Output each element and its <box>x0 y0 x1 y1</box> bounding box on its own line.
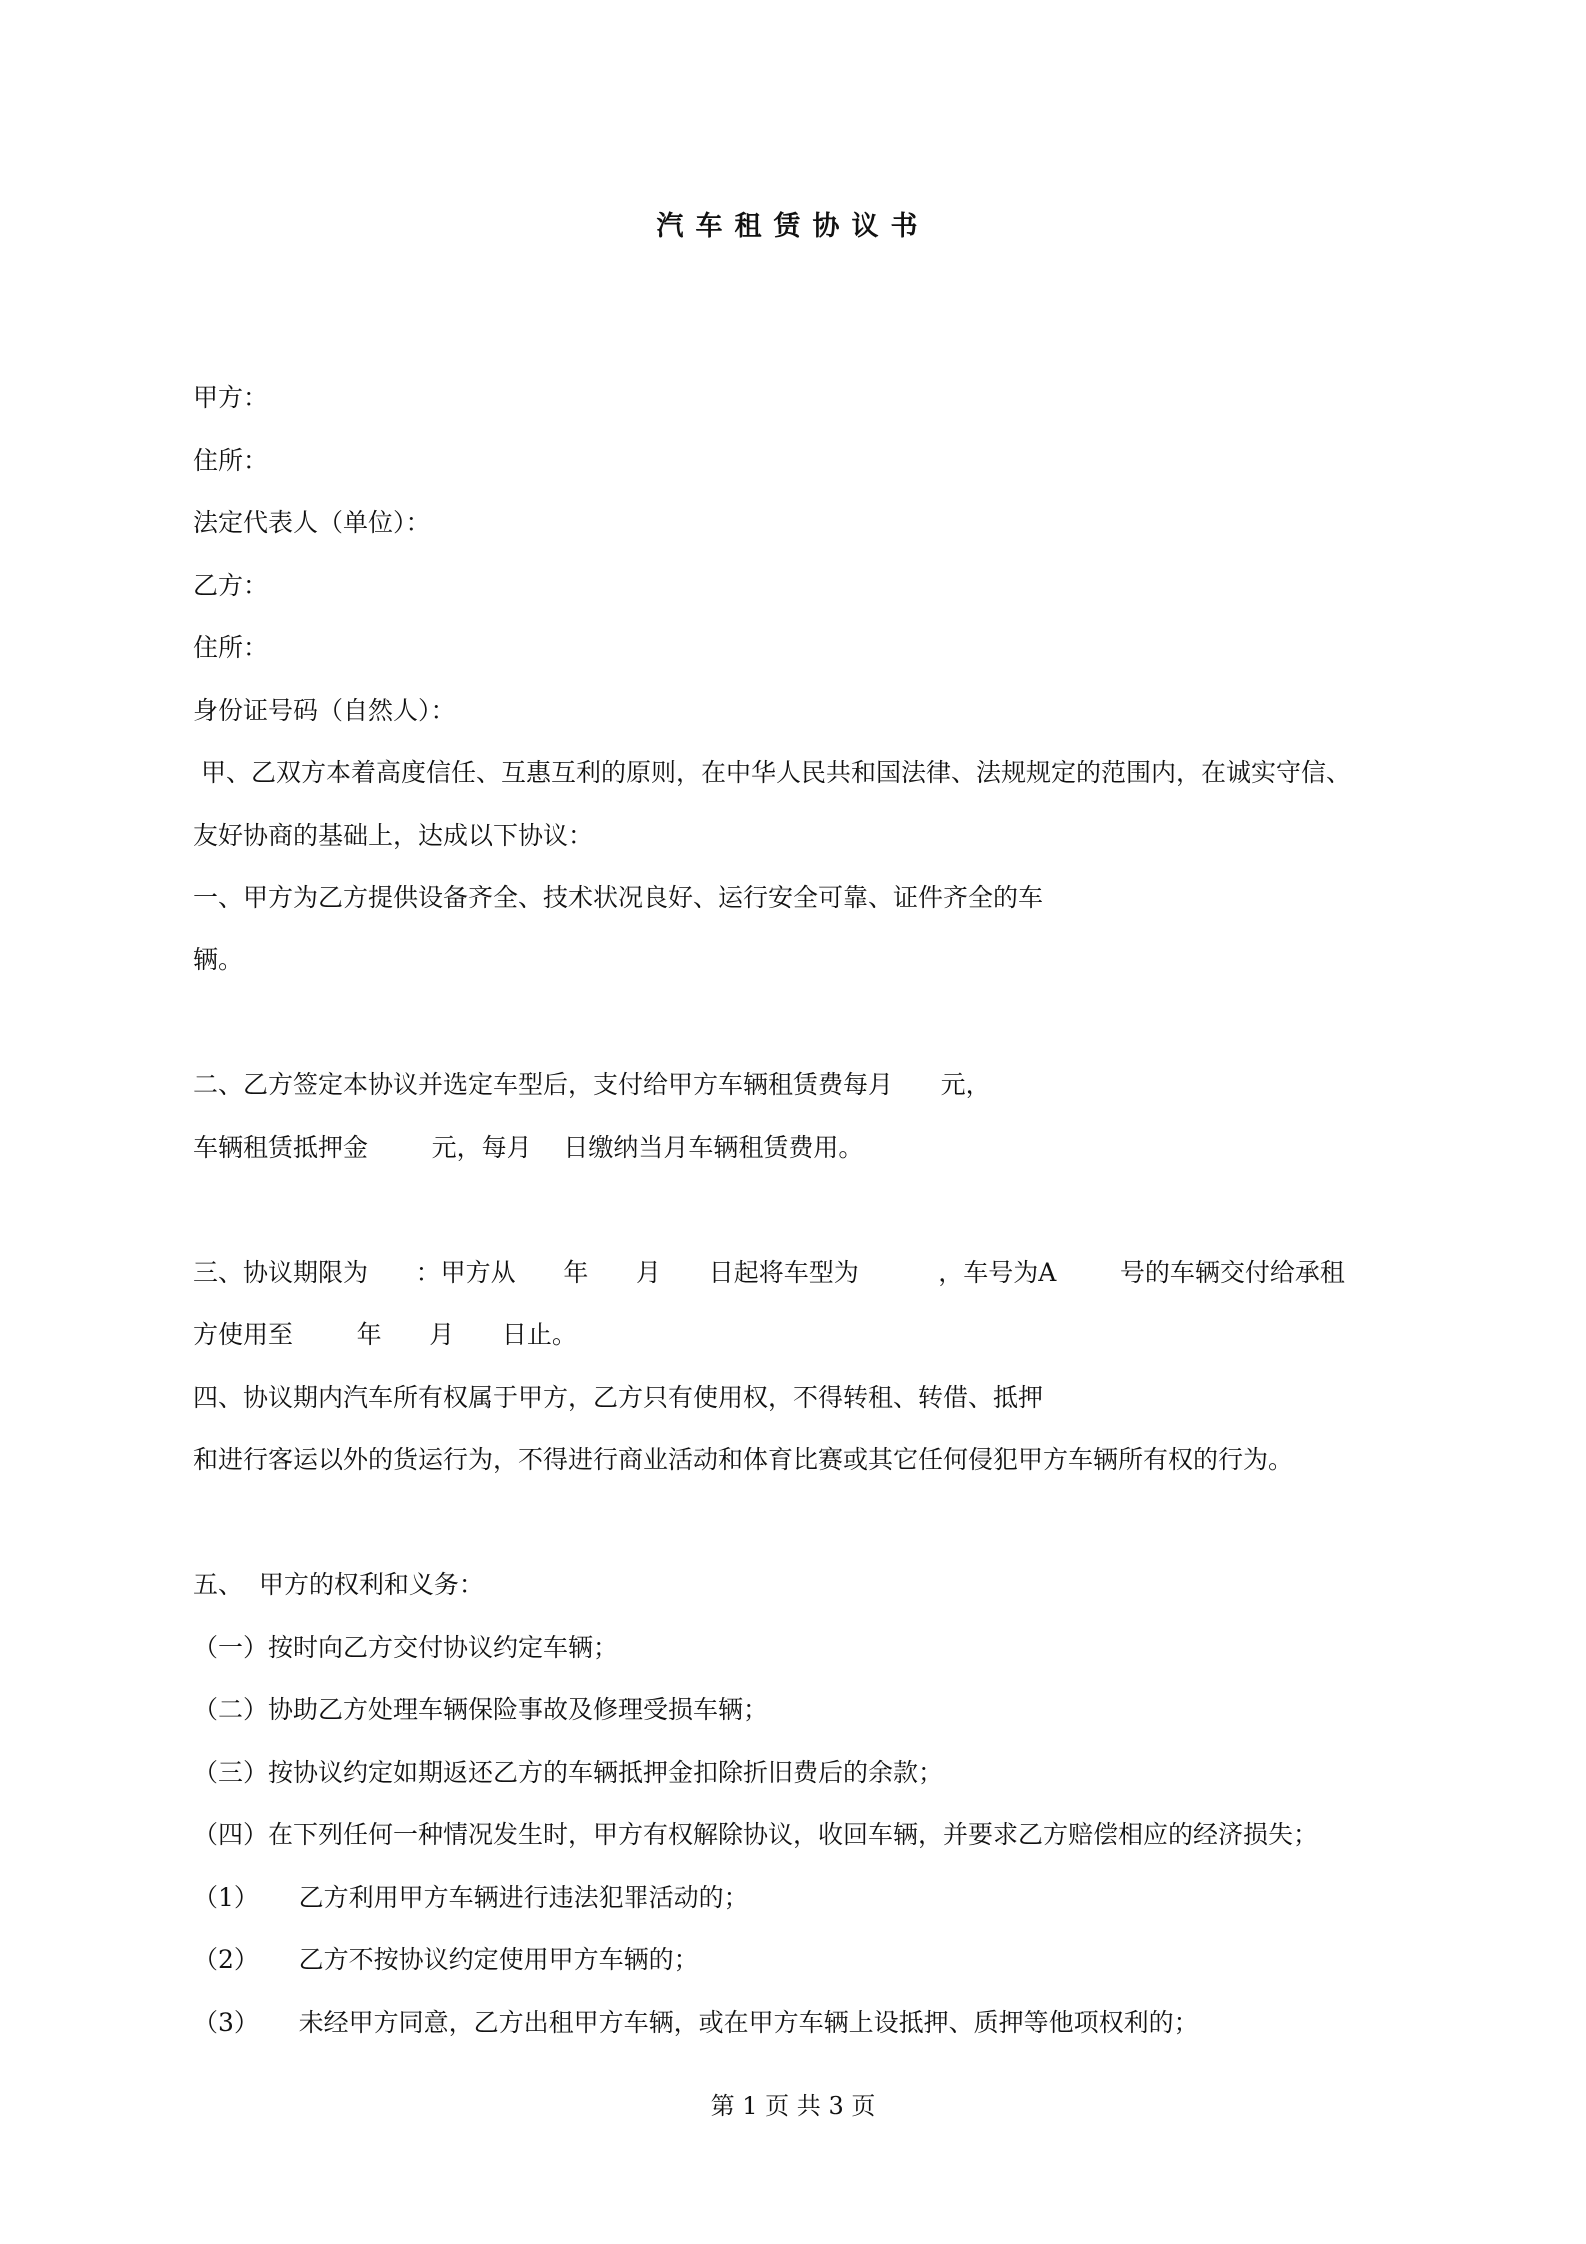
id-number-label: 身份证号码（自然人）： <box>193 696 456 725</box>
clause-3-line-2: 方使用至 年 月 日止。 <box>193 1320 577 1349</box>
clause-5-subitem-3: （3） 未经甲方同意，乙方出租甲方车辆，或在甲方车辆上设抵押、质押等他项权利的； <box>193 2008 1199 2037</box>
clause-5-item-4: （四）在下列任何一种情况发生时，甲方有权解除协议，收回车辆，并要求乙方赔偿相应的经济损失； <box>193 1820 1319 1849</box>
preamble-line-1: 甲、乙双方本着高度信任、互惠互利的原则，在中华人民共和国法律、法规规定的范围内，在诚实守信、 <box>193 758 1351 787</box>
clause-1-line-1: 一、甲方为乙方提供设备齐全、技术状况良好、运行安全可靠、证件齐全的车 <box>193 883 1044 912</box>
party-b-label: 乙方： <box>193 571 269 600</box>
preamble-line-2: 友好协商的基础上，达成以下协议： <box>193 821 594 850</box>
clause-2-line-2: 车辆租赁抵押金 元，每月 日缴纳当月车辆租赁费用。 <box>193 1133 864 1162</box>
page-number-footer: 第 1 页 共 3 页 <box>710 2092 876 2120</box>
legal-representative-label: 法定代表人（单位）： <box>193 508 431 537</box>
clause-3-line-1: 三、协议期限为 ：甲方从 年 月 日起将车型为 ，车号为A 号的车辆交付给承租 <box>193 1258 1345 1287</box>
party-a-label: 甲方： <box>193 383 269 412</box>
clause-5-heading: 五、 甲方的权利和义务： <box>193 1570 484 1599</box>
clause-5-subitem-2: （2） 乙方不按协议约定使用甲方车辆的； <box>193 1945 699 1974</box>
clause-5-item-2: （二）协助乙方处理车辆保险事故及修理受损车辆； <box>193 1695 769 1724</box>
clause-2-line-1: 二、乙方签定本协议并选定车型后，支付给甲方车辆租赁费每月 元， <box>193 1070 991 1099</box>
party-a-address-label: 住所： <box>193 446 269 475</box>
clause-4-line-2: 和进行客运以外的货运行为，不得进行商业活动和体育比赛或其它任何侵犯甲方车辆所有权的行为。 <box>193 1445 1294 1474</box>
clause-5-item-1: （一）按时向乙方交付协议约定车辆； <box>193 1633 619 1662</box>
clause-5-item-3: （三）按协议约定如期返还乙方的车辆抵押金扣除折旧费后的余款； <box>193 1758 944 1787</box>
document-title: 汽车租赁协议书 <box>656 211 930 242</box>
clause-4-line-1: 四、协议期内汽车所有权属于甲方，乙方只有使用权，不得转租、转借、抵押 <box>193 1383 1044 1412</box>
clause-1-line-2: 辆。 <box>193 945 244 974</box>
clause-5-subitem-1: （1） 乙方利用甲方车辆进行违法犯罪活动的； <box>193 1883 749 1912</box>
party-b-address-label: 住所： <box>193 633 269 662</box>
